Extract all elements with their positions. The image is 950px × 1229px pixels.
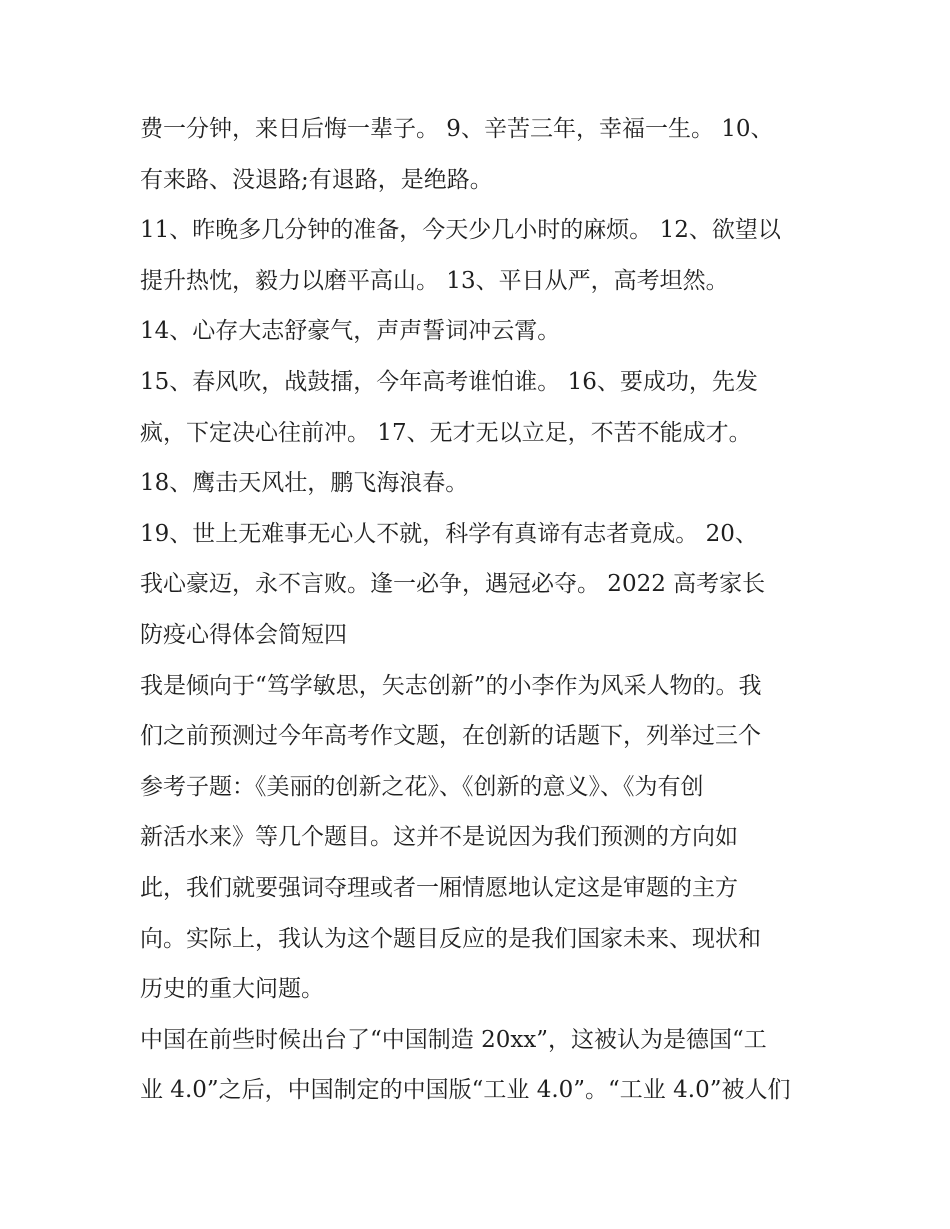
text-line: 我是倾向于“笃学敏思，矢志创新”的小李作为风采人物的。我 [140, 672, 762, 699]
text-line: 们之前预测过今年高考作文题，在创新的话题下，列举过三个 [140, 723, 761, 750]
paragraph-slogans-11-13 [140, 205, 820, 306]
text-line: 19、世上无难事无心人不就，科学有真谛有志者竟成。 20、 [140, 520, 758, 547]
text-line: 费一分钟，来日后悔一辈子。 9、辛苦三年，幸福一生。 10、 [140, 116, 774, 142]
text-line: 我心豪迈，永不言败。逢一必争，遇冠必夺。 2022 高考家长 [140, 571, 766, 598]
text-line: 11、昨晚多几分钟的准备，今天少几小时的麻烦。 12、欲望以 [140, 217, 781, 244]
text-line: 向。实际上，我认为这个题目反应的是我们国家未来、现状和 [140, 925, 761, 952]
text-line: 业 4.0”之后，中国制定的中国版“工业 4.0”。“工业 4.0”被人们 [140, 1077, 791, 1104]
text-line: 有来路、没退路;有退路，是绝路。 [140, 166, 493, 193]
text-line: 历史的重大问题。 [140, 976, 324, 1003]
paragraph-slogans-19-20-and-heading [140, 509, 820, 661]
text-line: 参考子题：《美丽的创新之花》、《创新的意义》、《为有创 [140, 773, 704, 800]
text-line: 15、春风吹，战鼓擂，今年高考谁怕谁。 16、要成功，先发 [140, 368, 758, 395]
document-body [140, 104, 820, 1116]
paragraph-essay-intro [140, 661, 820, 1015]
text-line: 中国在前些时候出台了“中国制造 20xx”，这被认为是德国“工 [140, 1026, 767, 1053]
text-line: 18、鹰击天风壮，鹏飞海浪春。 [140, 470, 469, 497]
paragraph-slogan-14 [140, 306, 820, 357]
text-line: 新活水来》等几个题目。这并不是说因为我们预测的方向如 [140, 824, 738, 851]
text-line: 疯，下定决心往前冲。 17、无才无以立足，不苦不能成才。 [140, 419, 752, 446]
text-line: 提升热忱，毅力以磨平高山。 13、平日从严，高考坦然。 [140, 267, 729, 294]
paragraph-slogan-18 [140, 458, 820, 509]
text-line: 防疫心得体会简短四 [140, 621, 347, 648]
text-line: 14、心存大志舒豪气，声声誓词冲云霄。 [140, 318, 561, 345]
paragraph-slogans-9-10 [140, 104, 820, 205]
paragraph-made-in-china [140, 1015, 820, 1116]
paragraph-slogans-15-17 [140, 357, 820, 458]
text-line: 此，我们就要强词夺理或者一厢情愿地认定这是审题的主方 [140, 874, 738, 901]
